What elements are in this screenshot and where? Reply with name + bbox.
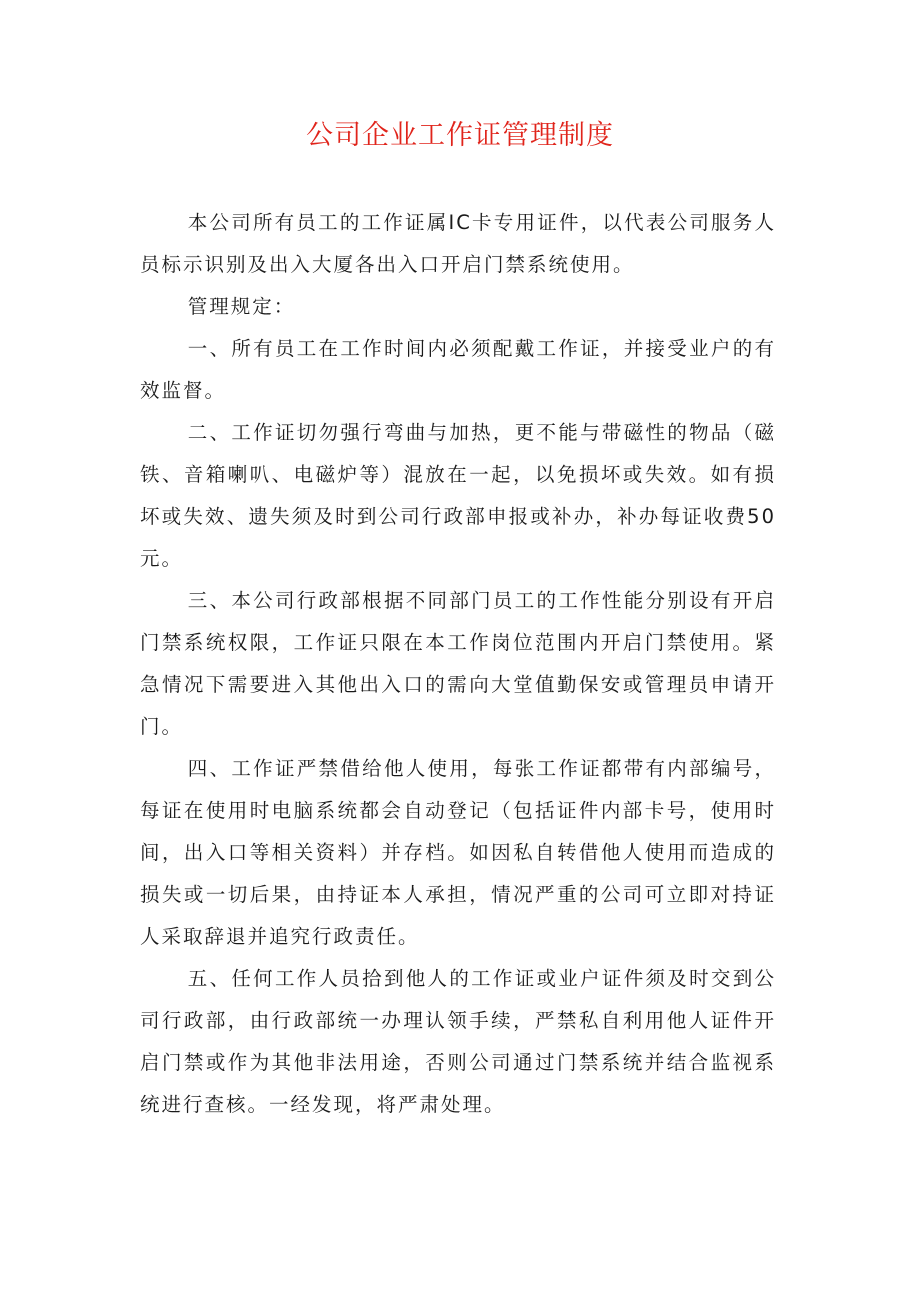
- document-body: [140, 202, 776, 1126]
- paragraph-rule-4: 四、工作证严禁借给他人使用，每张工作证都带有内部编号，每证在使用时电脑系统都会自动登记（包括证件内部卡号，使用时间，出入口等相关资料）并存档。如因私自转借他人使用而造成的损失或一切后果，由持证本人承担，情况严重的公司可立即对持证人采取辞退并追究行政责任。: [140, 757, 776, 948]
- paragraph-rules-heading: 管理规定：: [187, 295, 296, 318]
- paragraph-rule-2: 二、工作证切勿强行弯曲与加热，更不能与带磁性的物品（磁铁、音箱喇叭、电磁炉等）混放在一起，以免损坏或失效。如有损坏或失效、遗失须及时到公司行政部申报或补办，补办每证收费50元。: [140, 421, 776, 570]
- paragraph-intro: 本公司所有员工的工作证属IC卡专用证件，以代表公司服务人员标示识别及出入大厦各出入口开启门禁系统使用。: [140, 211, 776, 276]
- paragraph-rule-1: 一、所有员工在工作时间内必须配戴工作证，并接受业户的有效监督。: [140, 337, 776, 402]
- document-title: 公司企业工作证管理制度: [306, 120, 614, 151]
- paragraph-rule-3: 三、本公司行政部根据不同部门员工的工作性能分别设有开启门禁系统权限，工作证只限在本工作岗位范围内开启门禁使用。紧急情况下需要进入其他出入口的需向大堂值勤保安或管理员申请开门。: [140, 589, 776, 738]
- paragraph-rule-5: 五、任何工作人员拾到他人的工作证或业户证件须及时交到公司行政部，由行政部统一办理认领手续，严禁私自利用他人证件开启门禁或作为其他非法用途，否则公司通过门禁系统并结合监视系统进行查核。一经发现，将严肃处理。: [140, 967, 776, 1116]
